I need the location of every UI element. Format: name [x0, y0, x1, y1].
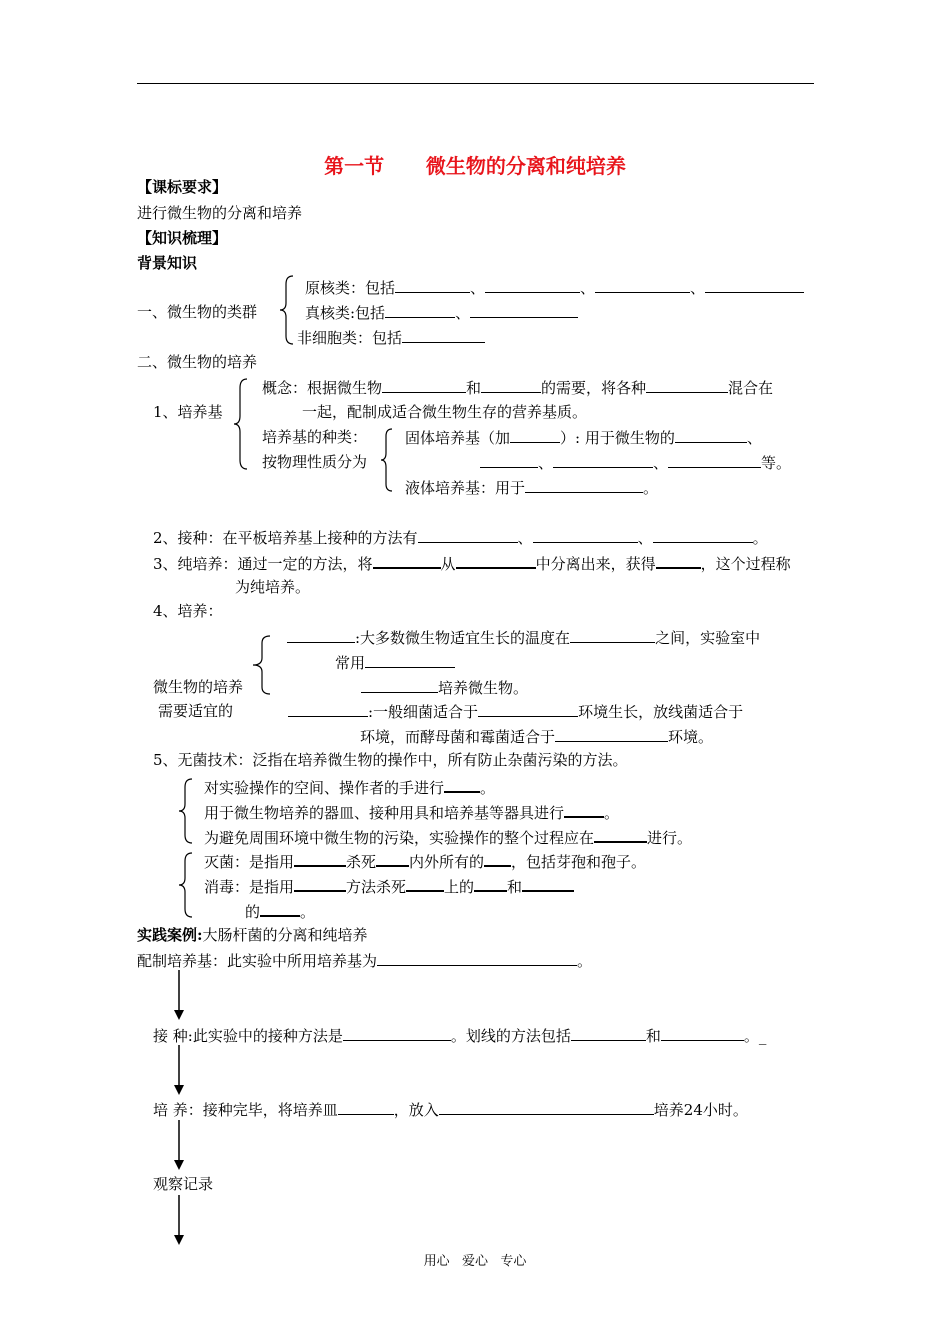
- practice-heading: 实践案例:: [137, 926, 203, 944]
- item1-label: 1、培养基: [153, 403, 223, 421]
- text: 。: [752, 529, 768, 547]
- item3-line2: 为纯培养。: [235, 578, 311, 596]
- text: 和: [466, 379, 482, 397]
- item5-line: 5、无菌技术：泛指在培养微生物的操作中，所有防止杂菌污染的方法。: [153, 751, 628, 769]
- text: 对实验操作的空间、操作者的手进行: [204, 779, 445, 797]
- text: 培 养：接种完毕，将培养皿: [153, 1101, 338, 1119]
- text: 和: [507, 878, 523, 896]
- text: 内外所有的: [409, 853, 485, 871]
- wj3-line: [204, 826, 692, 848]
- flow-arrow-4: [172, 1195, 186, 1245]
- s1-zhenhe-line: [305, 302, 578, 323]
- text: 。: [300, 903, 316, 921]
- text: 液体培养基：用于: [405, 479, 526, 497]
- text: 杀死: [346, 853, 377, 871]
- brace-miejun: [178, 852, 194, 918]
- wj2-line: [204, 801, 619, 823]
- text: 环境，而酵母菌和霉菌适合于: [360, 728, 556, 746]
- page-title: 第一节 微生物的分离和纯培养: [324, 154, 626, 178]
- text: 消毒：是指用: [204, 878, 295, 896]
- ph-line2: [360, 726, 713, 747]
- s1-feixibao-line: [297, 327, 485, 348]
- text: 、: [653, 454, 669, 472]
- text: 环境。: [668, 728, 714, 746]
- text: ，包括芽孢和孢子。: [511, 853, 647, 871]
- zhonglei-label: 培养基的种类：: [262, 428, 368, 446]
- text: 。: [604, 804, 620, 822]
- text: 。: [577, 952, 593, 970]
- text: 培养24小时。: [653, 1101, 748, 1119]
- wsw-label-b: 需要适宜的: [158, 702, 234, 720]
- anwuli-label: 按物理性质分为: [262, 453, 368, 471]
- text: 上的: [444, 878, 475, 896]
- jiezhong-line: [153, 1025, 766, 1046]
- section-zhishi-heading: 【知识梳理】: [137, 229, 228, 247]
- item4-label: 4、培养：: [153, 602, 223, 620]
- text: 和: [645, 1027, 661, 1045]
- peiyang-line: [153, 1099, 748, 1120]
- peizhi-line: [137, 950, 592, 971]
- sep: 、: [455, 304, 471, 322]
- text: 培养微生物。: [438, 679, 529, 697]
- text: 。_: [743, 1027, 767, 1045]
- text: 接 种:此实验中的接种方法是: [153, 1027, 343, 1045]
- brace-wujun: [178, 778, 194, 844]
- gainian-line: [262, 377, 773, 398]
- brace-wsw: [252, 635, 272, 695]
- guancha-label: 观察记录: [153, 1175, 214, 1193]
- text: 3、纯培养：通过一定的方法，将: [153, 555, 373, 573]
- text: 2、接种：在平板培养基上接种的方法有: [153, 529, 418, 547]
- item2-line: [153, 527, 768, 548]
- ph-line: [288, 701, 743, 722]
- guti-line2: [480, 452, 791, 473]
- flow-arrow-2: [172, 1045, 186, 1095]
- text: 、: [538, 454, 554, 472]
- brace-peiyangji: [233, 378, 249, 470]
- flow-arrow-1: [172, 970, 186, 1020]
- text: ，放入: [393, 1101, 439, 1119]
- flow-arrow-3: [172, 1120, 186, 1170]
- text: 。: [480, 779, 496, 797]
- text: 环境生长，放线菌适合于: [578, 703, 744, 721]
- item3-line: [153, 552, 791, 574]
- text: ）: 用于微生物的: [560, 429, 675, 447]
- gainian-line2: 一起，配制成适合微生物生存的营养基质。: [302, 403, 588, 421]
- sep: 、: [580, 279, 596, 297]
- text: 进行。: [647, 829, 693, 847]
- text: :一般细菌适合于: [368, 703, 479, 721]
- miejun-line: [204, 850, 646, 872]
- beijing-heading: 背景知识: [137, 254, 198, 272]
- wendu-line3: [361, 677, 528, 698]
- s1-label: 一、微生物的类群: [137, 303, 258, 321]
- practice-heading-line: [137, 925, 368, 945]
- text: 、: [517, 529, 533, 547]
- brace-zhonglei: [380, 428, 394, 492]
- text: 。划线的方法包括: [450, 1027, 571, 1045]
- practice-title: 大肠杆菌的分离和纯培养: [202, 926, 368, 944]
- xiaodu-line: [204, 875, 574, 897]
- s1-feixibao-label: 非细胞类：包括: [297, 329, 403, 347]
- text: 之间，实验室中: [655, 629, 761, 647]
- header-rule: [137, 83, 814, 84]
- text: 的: [245, 903, 261, 921]
- page-footer: 用心 爱心 专心: [423, 1254, 527, 1269]
- brace-s1: [279, 275, 295, 345]
- guti-line: [405, 427, 762, 448]
- s1-yuanhe-label: 原核类：包括: [305, 279, 396, 297]
- s1-zhenhe-label: 真核类:包括: [305, 304, 386, 322]
- text: 方法杀死: [346, 878, 407, 896]
- text: 概念：根据微生物: [262, 379, 383, 397]
- sep: 、: [470, 279, 486, 297]
- text: 。: [643, 479, 659, 497]
- text: 灭菌：是指用: [204, 853, 295, 871]
- wsw-label-a: 微生物的培养: [153, 678, 244, 696]
- kebiao-text: 进行微生物的分离和培养: [137, 204, 303, 222]
- text: :大多数微生物适宜生长的温度在: [355, 629, 571, 647]
- yeti-line: [405, 477, 658, 498]
- s1-yuanhe-line: [305, 277, 804, 298]
- text: 配制培养基：此实验中所用培养基为: [137, 952, 378, 970]
- text: ，这个过程称: [700, 555, 791, 573]
- text: 混合在: [728, 379, 774, 397]
- text: 为避免周围环境中微生物的污染，实验操作的整个过程应在: [204, 829, 595, 847]
- wj1-line: [204, 776, 495, 798]
- xiaodu-line2: [245, 900, 315, 922]
- text: 等。: [761, 454, 792, 472]
- text: 从: [440, 555, 456, 573]
- s2-label: 二、微生物的培养: [137, 353, 258, 371]
- section-kebiao-heading: 【课标要求】: [137, 178, 228, 196]
- text: 、: [746, 429, 762, 447]
- wendu-line: [287, 627, 760, 648]
- text: 常用: [335, 654, 366, 672]
- sep: 、: [690, 279, 706, 297]
- wendu-line2: [335, 652, 455, 673]
- text: 的需要，将各种: [541, 379, 647, 397]
- text: 固体培养基（加: [405, 429, 511, 447]
- text: 中分离出来，获得: [535, 555, 656, 573]
- text: 、: [637, 529, 653, 547]
- text: 用于微生物培养的器皿、接种用具和培养基等器具进行: [204, 804, 565, 822]
